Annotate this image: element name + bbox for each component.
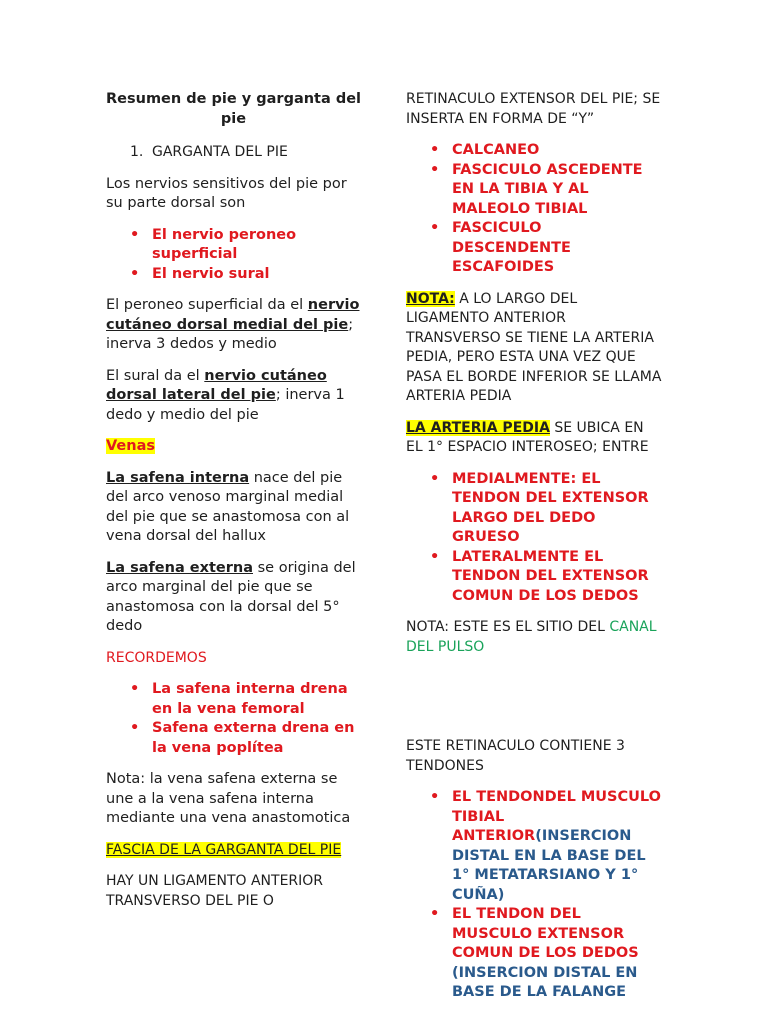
- list-item: • Safena externa drena en la vena poplítea: [152, 719, 361, 758]
- nerve-term: nervio cutáneo dorsal medial del pie: [106, 297, 360, 333]
- contiene-paragraph: ESTE RETINACULO CONTIENE 3 TENDONES: [406, 738, 625, 774]
- sural-paragraph: [106, 367, 361, 426]
- text-run: El peroneo superficial da el: [106, 297, 308, 313]
- list-item: [452, 905, 664, 1003]
- text-run: NOTA: ESTE ES EL SITIO DEL: [406, 619, 610, 635]
- left-column: [106, 90, 361, 923]
- list-item: • LATERALMENTE EL TENDON DEL EXTENSOR COMUN DE LOS DEDOS: [452, 548, 664, 607]
- insercion-note: (INSERCION DISTAL EN BASE DE LA FALANGE: [452, 964, 638, 1000]
- nerve-term: nervio cutáneo dorsal lateral del pie: [106, 367, 327, 403]
- list-item: • MEDIALMENTE: EL TENDON DEL EXTENSOR LARGO DEL DEDO GRUESO: [452, 470, 664, 548]
- retinaculo-paragraph: RETINACULO EXTENSOR DEL PIE; SE INSERTA EN FORMA DE “Y”: [406, 91, 661, 127]
- safena-interna-paragraph: [106, 469, 361, 547]
- relaciones-list: [406, 470, 664, 607]
- vein-term: La safena externa: [106, 559, 253, 576]
- insercion-note: (INSERCION DISTAL EN LA BASE DEL 1° METATARSIANO Y 1° CUÑA): [452, 828, 646, 903]
- right-column: [406, 90, 664, 1015]
- text-run: se origina del arco marginal del pie que se anastomosa con la dorsal del 5° dedo: [106, 559, 356, 634]
- section-label: GARGANTA DEL PIE: [152, 144, 288, 160]
- text-run: A LO LARGO DEL LIGAMENTO ANTERIOR TRANSVERSO SE TIENE LA ARTERIA PEDIA, PERO ESTA UNA VEZ QUE PASA EL BORDE INFERIOR SE LLAMA ARTERIA PEDIA: [406, 290, 662, 404]
- list-item: • CALCANEO: [452, 141, 664, 161]
- blank-space: [406, 669, 664, 737]
- canal-pulso-paragraph: [406, 618, 664, 657]
- text-run: SE UBICA EN EL 1° ESPACIO INTEROSEO; ENTRE: [406, 419, 649, 455]
- nerves-intro: Los nervios sensitivos del pie por su parte dorsal son: [106, 175, 347, 211]
- section-number: 1.: [130, 144, 144, 160]
- venas-heading: [106, 437, 361, 457]
- recordemos-heading: RECORDEMOS: [106, 649, 207, 666]
- text-run: ; inerva 1 dedo y medio del pie: [106, 387, 345, 423]
- tendon-name: EL TENDONDEL MUSCULO TIBIAL ANTERIOR: [452, 789, 661, 844]
- list-item: [452, 788, 664, 905]
- peroneo-paragraph: [106, 296, 361, 355]
- recordemos-list: [106, 680, 361, 758]
- safena-externa-paragraph: [106, 559, 361, 637]
- highlight-label: NOTA:: [406, 290, 455, 307]
- nota-paragraph: Nota: la vena safena externa se une a la vena safena interna mediante una vena anastomotica: [106, 771, 351, 826]
- vein-term: La safena interna: [106, 469, 250, 486]
- text-run: nace del pie del arco venoso marginal medial del pie que se anastomosa con al vena dorsal del hallux: [106, 469, 350, 544]
- arteria-paragraph: [406, 419, 664, 458]
- list-item: • FASCICULO DESCENDENTE ESCAFOIDES: [452, 219, 664, 278]
- text-run: ; inerva 3 dedos y medio: [106, 316, 354, 352]
- canal-term: CANAL DEL PULSO: [406, 619, 657, 655]
- document-title: Resumen de pie y garganta del pie: [106, 91, 362, 127]
- section-heading-garganta: [106, 143, 361, 163]
- list-item: • FASCICULO ASCEDENTE EN LA TIBIA Y AL MALEOLO TIBIAL: [452, 161, 664, 220]
- text-run: El sural da el: [106, 367, 205, 384]
- list-item: • El nervio sural: [152, 265, 361, 285]
- list-item: • El nervio peroneo superficial: [152, 226, 361, 265]
- highlight-label: Venas: [106, 438, 156, 454]
- nerves-list: [106, 226, 361, 285]
- inserciones-list: [406, 141, 664, 278]
- tendon-name: EL TENDON DEL MUSCULO EXTENSOR COMUN DE LOS DEDOS: [452, 906, 639, 961]
- fascia-heading: [106, 841, 361, 861]
- tendones-list: [406, 788, 664, 1003]
- ligamento-paragraph: HAY UN LIGAMENTO ANTERIOR TRANSVERSO DEL PIE O: [106, 873, 324, 909]
- highlight-label: FASCIA DE LA GARGANTA DEL PIE: [106, 841, 342, 858]
- list-item: • La safena interna drena en la vena femoral: [152, 680, 361, 719]
- nota-arteria-paragraph: [406, 290, 664, 407]
- highlight-label: LA ARTERIA PEDIA: [406, 419, 550, 436]
